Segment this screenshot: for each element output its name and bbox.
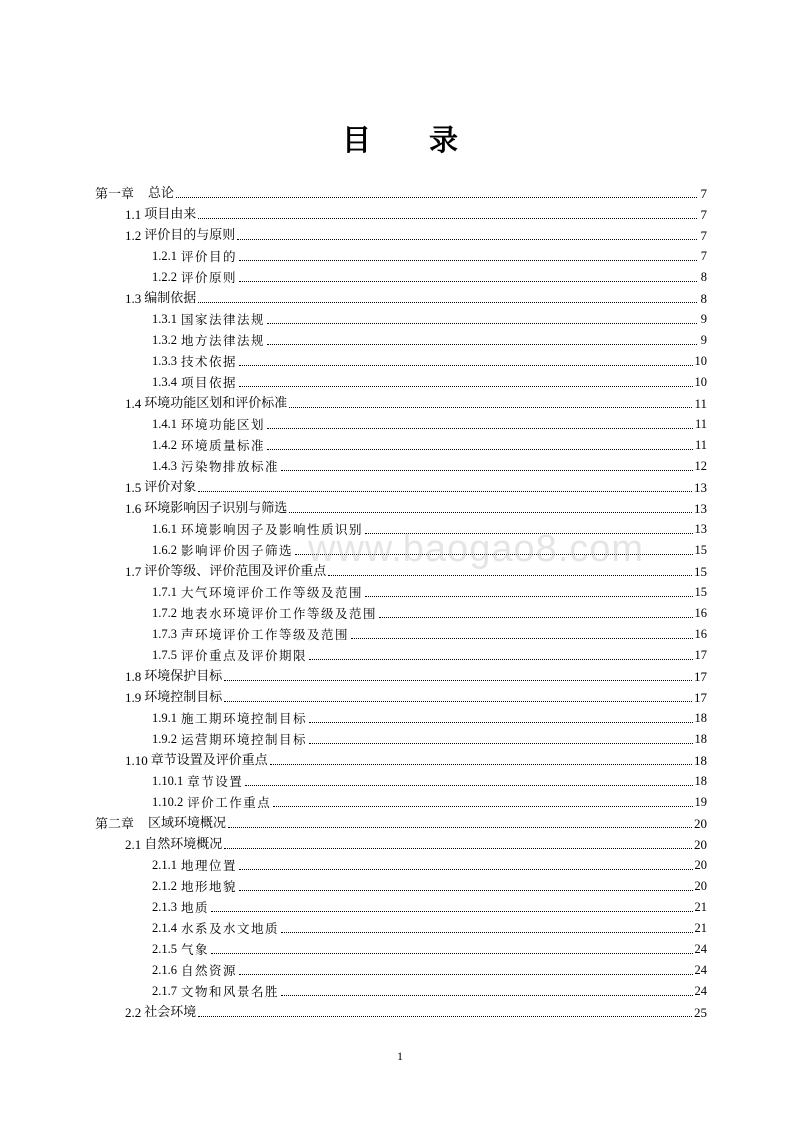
toc-entry-title: 国家法律法规	[181, 312, 266, 327]
toc-entry-number: 1.6.2	[152, 543, 177, 557]
toc-entry-title: 评价原则	[181, 270, 238, 285]
toc-entry-page: 25	[694, 1005, 707, 1020]
toc-entry[interactable]	[95, 999, 707, 1020]
toc-entry-title: 污染物排放标准	[181, 459, 280, 474]
dot-leader	[239, 280, 697, 282]
toc-entry[interactable]	[95, 180, 707, 201]
dot-leader	[239, 385, 692, 387]
toc-entry-page: 17	[694, 690, 707, 705]
dot-leader	[267, 322, 697, 324]
dot-leader	[267, 427, 693, 429]
toc-entry-title: 地表水环境评价工作等级及范围	[181, 606, 378, 621]
toc-entry-title: 地理位置	[181, 858, 238, 873]
dot-leader	[328, 574, 692, 576]
dot-leader	[198, 301, 697, 303]
toc-entry-title: 环境影响因子识别与筛选	[144, 501, 288, 516]
toc-entry[interactable]	[95, 327, 707, 348]
toc-entry-number: 1.4.3	[152, 459, 177, 473]
toc-entry-number: 2.1.3	[152, 900, 177, 914]
toc-entry-page: 21	[694, 900, 707, 914]
toc-entry-number: 1.3.2	[152, 333, 177, 347]
toc-entry-title: 环境功能区划和评价标准	[144, 396, 288, 411]
dot-leader	[239, 259, 697, 261]
toc-entry[interactable]	[95, 264, 707, 285]
toc-entry-title: 项目由来	[144, 207, 197, 222]
toc-entry[interactable]	[95, 810, 707, 831]
toc-entry[interactable]	[95, 201, 707, 222]
toc-entry[interactable]	[95, 852, 707, 873]
toc-entry-title: 环境控制目标	[144, 690, 223, 705]
toc-entry-number: 1.3	[125, 291, 142, 306]
toc-entry-page: 7	[700, 249, 707, 263]
toc-entry-number: 1.8	[125, 669, 142, 684]
toc-entry[interactable]	[95, 957, 707, 978]
dot-leader	[224, 700, 692, 702]
toc-entry[interactable]	[95, 579, 707, 600]
toc-entry-title: 编制依据	[144, 291, 197, 306]
toc-entry-page: 9	[700, 312, 707, 326]
toc-entry-title: 章节设置及评价重点	[150, 753, 268, 768]
toc-entry[interactable]	[95, 621, 707, 642]
dot-leader	[281, 931, 692, 933]
toc-entry-page: 20	[694, 879, 707, 893]
toc-entry[interactable]	[95, 747, 707, 768]
toc-entry-title: 地质	[181, 900, 210, 915]
toc-entry-number: 1.2	[125, 228, 142, 243]
dot-leader	[273, 805, 692, 807]
toc-entry-page: 21	[694, 921, 707, 935]
toc-entry-page: 16	[694, 606, 707, 620]
toc-entry-page: 17	[694, 669, 707, 684]
toc-entry-title: 总论	[148, 186, 175, 201]
toc-entry-title: 影响评价因子筛选	[181, 543, 294, 558]
toc-entry[interactable]	[95, 432, 707, 453]
toc-entry-page: 15	[694, 585, 707, 599]
toc-entry-number: 2.1.2	[152, 879, 177, 893]
toc-entry-page: 18	[694, 753, 707, 768]
toc-entry-page: 24	[694, 984, 707, 998]
toc-entry-page: 9	[700, 333, 707, 347]
dot-leader	[211, 910, 692, 912]
toc-entry-title: 施工期环境控制目标	[181, 711, 308, 726]
toc-entry-number: 1.10.1	[152, 774, 184, 788]
dot-leader	[176, 196, 697, 198]
toc-entry[interactable]	[95, 894, 707, 915]
toc-entry-number: 第一章	[95, 186, 135, 201]
toc-entry[interactable]	[95, 831, 707, 852]
dot-leader	[228, 826, 692, 828]
dot-leader	[365, 595, 692, 597]
toc-entry[interactable]	[95, 369, 707, 390]
toc-entry-title: 评价等级、评价范围及评价重点	[144, 564, 327, 579]
dot-leader	[281, 469, 692, 471]
toc-entry-number: 1.9.1	[152, 711, 177, 725]
toc-entry-page: 8	[700, 270, 707, 284]
toc-entry-title: 环境质量标准	[181, 438, 266, 453]
toc-entry-page: 20	[694, 837, 707, 852]
toc-entry[interactable]	[95, 558, 707, 579]
toc-entry[interactable]	[95, 474, 707, 495]
watermark: www.baogao8.com	[308, 528, 645, 570]
toc-entry-title: 水系及水文地质	[181, 921, 280, 936]
toc-entry-number: 2.1.1	[152, 858, 177, 872]
toc-entry-page: 12	[694, 459, 707, 473]
dot-leader	[239, 973, 692, 975]
dot-leader	[267, 343, 697, 345]
toc-entry-number: 1.7.5	[152, 648, 177, 662]
dot-leader	[245, 784, 692, 786]
toc-entry-number: 1.9	[125, 690, 142, 705]
toc-entry-page: 10	[694, 375, 707, 389]
toc-entry-page: 11	[694, 417, 707, 431]
toc-entry-page: 19	[694, 795, 707, 809]
toc-entry[interactable]	[95, 537, 707, 558]
dot-leader	[211, 952, 692, 954]
toc-entry-title: 自然资源	[181, 963, 238, 978]
toc-entry[interactable]	[95, 600, 707, 621]
toc-entry-page: 7	[700, 186, 707, 201]
toc-entry[interactable]	[95, 936, 707, 957]
dot-leader	[351, 637, 692, 639]
toc-entry-number: 1.3.1	[152, 312, 177, 326]
toc-entry-page: 13	[694, 480, 707, 495]
toc-entry-title: 地形地貌	[181, 879, 238, 894]
toc-entry-page: 24	[694, 963, 707, 977]
toc-entry-number: 1.6.1	[152, 522, 177, 536]
toc-entry[interactable]	[95, 243, 707, 264]
toc-entry-number: 1.7.2	[152, 606, 177, 620]
toc-entry-page: 20	[694, 858, 707, 872]
toc-entry-number: 2.1.4	[152, 921, 177, 935]
toc-entry-number: 1.2.1	[152, 249, 177, 263]
dot-leader	[237, 238, 697, 240]
toc-entry-number: 1.4.2	[152, 438, 177, 452]
toc-entry-number: 1.7.1	[152, 585, 177, 599]
toc-entry-number: 2.1.7	[152, 984, 177, 998]
toc-entry-number: 2.1.5	[152, 942, 177, 956]
toc-entry-number: 1.10.2	[152, 795, 184, 809]
toc-entry[interactable]	[95, 684, 707, 705]
toc-entry-title: 章节设置	[187, 774, 244, 789]
toc-entry-page: 20	[694, 816, 707, 831]
toc-entry-page: 11	[694, 438, 707, 452]
dot-leader	[267, 448, 693, 450]
toc-entry-title: 大气环境评价工作等级及范围	[181, 585, 364, 600]
dot-leader	[289, 511, 692, 513]
dot-leader	[309, 721, 692, 723]
toc-entry[interactable]	[95, 873, 707, 894]
toc-entry[interactable]	[95, 348, 707, 369]
toc-entry[interactable]	[95, 789, 707, 810]
toc-entry-page: 7	[700, 228, 707, 243]
page-title: 目 录	[341, 123, 483, 157]
toc-entry-title: 区域环境概况	[148, 816, 227, 831]
toc-entry-page: 16	[694, 627, 707, 641]
toc-entry-title: 文物和风景名胜	[181, 984, 280, 999]
dot-leader	[365, 532, 692, 534]
toc-entry-number: 1.5	[125, 480, 142, 495]
toc-entry-page: 8	[700, 291, 707, 306]
toc-entry-title: 环境功能区划	[181, 417, 266, 432]
toc-entry-number: 2.1	[125, 837, 142, 852]
toc-entry-title: 评价目的	[181, 249, 238, 264]
dot-leader	[309, 658, 692, 660]
dot-leader	[281, 994, 692, 996]
toc-entry[interactable]	[95, 705, 707, 726]
toc-entry[interactable]	[95, 516, 707, 537]
toc-entry-page: 18	[694, 711, 707, 725]
toc-entry[interactable]	[95, 726, 707, 747]
toc-entry-title: 社会环境	[144, 1005, 197, 1020]
toc-entry-page: 24	[694, 942, 707, 956]
dot-leader	[270, 763, 692, 765]
table-of-contents	[95, 180, 707, 1020]
dot-leader	[224, 847, 692, 849]
toc-entry-number: 1.3.3	[152, 354, 177, 368]
toc-entry-number: 1.2.2	[152, 270, 177, 284]
toc-entry-page: 15	[694, 564, 707, 579]
toc-entry[interactable]	[95, 495, 707, 516]
toc-entry-page: 13	[694, 522, 707, 536]
toc-entry-number: 2.2	[125, 1005, 142, 1020]
dot-leader	[289, 406, 692, 408]
dot-leader	[295, 553, 692, 555]
toc-entry-number: 1.10	[125, 753, 148, 768]
dot-leader	[239, 889, 692, 891]
toc-entry[interactable]	[95, 411, 707, 432]
toc-entry-page: 11	[694, 396, 707, 411]
toc-entry-number: 1.9.2	[152, 732, 177, 746]
toc-entry[interactable]	[95, 390, 707, 411]
dot-leader	[239, 868, 692, 870]
toc-entry-title: 评价对象	[144, 480, 197, 495]
toc-entry-title: 声环境评价工作等级及范围	[181, 627, 350, 642]
toc-entry-title: 自然环境概况	[144, 837, 223, 852]
toc-entry-number: 1.4	[125, 396, 142, 411]
toc-entry-number: 1.7	[125, 564, 142, 579]
toc-entry[interactable]	[95, 978, 707, 999]
toc-entry-title: 评价工作重点	[187, 795, 272, 810]
toc-entry[interactable]	[95, 285, 707, 306]
toc-entry[interactable]	[95, 642, 707, 663]
toc-entry-page: 7	[700, 207, 707, 222]
toc-entry[interactable]	[95, 306, 707, 327]
toc-entry[interactable]	[95, 768, 707, 789]
toc-entry-title: 评价重点及评价期限	[181, 648, 308, 663]
toc-entry-title: 评价目的与原则	[144, 228, 236, 243]
dot-leader	[198, 490, 692, 492]
toc-entry-number: 1.7.3	[152, 627, 177, 641]
dot-leader	[198, 217, 697, 219]
toc-entry[interactable]	[95, 453, 707, 474]
toc-entry-page: 15	[694, 543, 707, 557]
dot-leader	[198, 1015, 692, 1017]
toc-entry-title: 运营期环境控制目标	[181, 732, 308, 747]
toc-entry-title: 环境影响因子及影响性质识别	[181, 522, 364, 537]
toc-entry-number: 1.1	[125, 207, 142, 222]
toc-entry-title: 气象	[181, 942, 210, 957]
toc-entry-title: 地方法律法规	[181, 333, 266, 348]
toc-entry-title: 环境保护目标	[144, 669, 223, 684]
dot-leader	[239, 364, 692, 366]
page-number: 1	[397, 1049, 403, 1063]
toc-entry[interactable]	[95, 222, 707, 243]
dot-leader	[309, 742, 692, 744]
toc-entry-page: 13	[694, 501, 707, 516]
toc-entry[interactable]	[95, 663, 707, 684]
toc-entry-title: 技术依据	[181, 354, 238, 369]
toc-entry[interactable]	[95, 915, 707, 936]
toc-entry-number: 1.6	[125, 501, 142, 516]
dot-leader	[379, 616, 692, 618]
toc-entry-page: 17	[694, 648, 707, 662]
toc-entry-title: 项目依据	[181, 375, 238, 390]
toc-entry-page: 18	[694, 732, 707, 746]
toc-entry-number: 1.4.1	[152, 417, 177, 431]
dot-leader	[224, 679, 692, 681]
toc-entry-page: 18	[694, 774, 707, 788]
toc-entry-number: 1.3.4	[152, 375, 177, 389]
toc-entry-number: 第二章	[95, 816, 135, 831]
toc-entry-page: 10	[694, 354, 707, 368]
toc-entry-number: 2.1.6	[152, 963, 177, 977]
